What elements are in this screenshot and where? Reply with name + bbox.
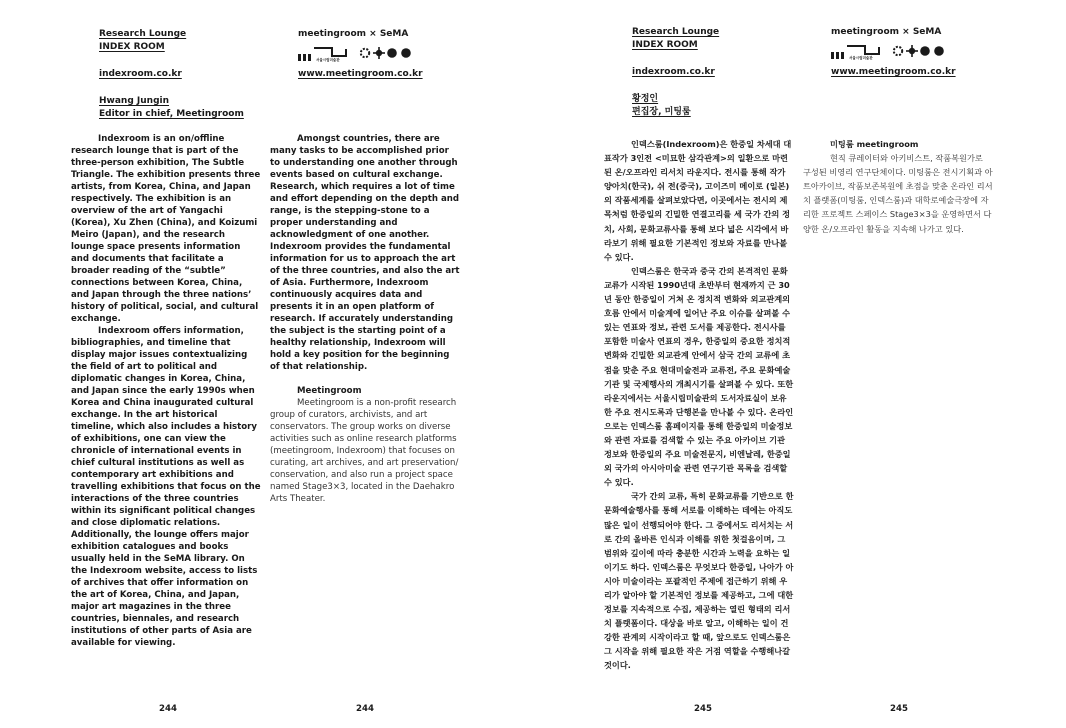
page-number: 245: [694, 704, 712, 714]
indexroom-link[interactable]: indexroom.co.kr: [99, 69, 182, 79]
meetingroom-heading: Meetingroom: [297, 386, 362, 396]
sema-logo: [298, 44, 418, 62]
index-room-label: INDEX ROOM: [99, 42, 165, 52]
partner-title: meetingroom × SeMA: [831, 27, 942, 37]
author-role: 편집장, 미팅룸: [632, 107, 691, 117]
header-col1: [99, 28, 259, 121]
svg-text:서울시립미술관: 서울시립미술관: [849, 56, 873, 60]
header-col1: [632, 26, 792, 119]
body-col2: [270, 133, 460, 505]
header-col2: [831, 26, 1011, 79]
page-number: 245: [890, 704, 908, 714]
paragraph: Indexroom offers information, bibliographies, and timeline that display major issues contextualizing the field of art to political and diplomatic changes in Korea, China, and Japan since the early 1990s when Korea and China inaugurated cultural exchange. In the art historical timeline, which also includes a history of exhibitions, one can view the chronicle of international events in chief cultural institutions as well as contemporary art exhibitions and travelling exhibitions that focus on the interactions of the three countries within its significant political changes and close diplomatic relations. Additionally, the lounge offers major exhibition catalogues and books usually held in the SeMA library. On the Indexroom website, access to lists of archives that offer information on the art of Korea, China, and Japan, major art magazines in the three countries, biennales, and research institutions of other parts of Asia are available for viewing.: [71, 326, 261, 648]
indexroom-link[interactable]: indexroom.co.kr: [632, 67, 715, 77]
paragraph: 인덱스룸(Indexroom)은 한중일 차세대 대표작가 3인전 <미묘한 삼각관계>의 일환으로 마련된 온/오프라인 리서치 라운지다. 전시를 통해 작가 양아치(한국), 쉬 전(중국), 고이즈미 메이로 (일본)의 작품세계를 살펴보았다면, 이곳에서는 전시의 제목처럼 한중일의 긴밀한 연결고리를 세 국가 간의 정치, 사회, 문화교류사를 통해 보다 넓은 시각에서 바라보기 위해 필요한 기본적인 정보와 자료를 만나볼 수 있다.: [604, 139, 792, 262]
paragraph: 국가 간의 교류, 특히 문화교류를 기반으로 한 문화예술행사를 통해 서로를 이해하는 데에는 아직도 많은 일이 선행되어야 한다. 그 중에서도 리서치는 서로 간의 올바른 인식과 이해를 위한 첫걸음이며, 그 범위와 깊이에 따라 충분한 시간과 노력을 요하는 일이기도 하다. 인덱스룸은 무엇보다 한중일, 나아가 아시아 미술이라는 포괄적인 주제에 접근하기 위해 우리가 알아야 할 기본적인 정보를 제공하고, 그에 대한 정보를 지속적으로 수집, 제공하는 열린 형태의 리서치 플랫폼이다. 대상을 바로 알고, 이해하는 일이 건강한 관계의 시작이라고 할 때, 앞으로도 인덱스룸은 그 시작을 위해 필요한 작은 거점 역할을 수행해나갈 것이다.: [604, 491, 794, 671]
lounge-label: Research Lounge: [632, 27, 720, 37]
partner-title: meetingroom × SeMA: [298, 29, 409, 39]
meetingroom-description: Meetingroom is a non-profit research group of curators, archivists, and art conservators. The group works on diverse activities such as online research platforms (meetingroom, Indexroom) that focuses on curating, art archives, and art preservation/ conservation, and also run a project space named Stage3×3, located in the Daehakro Arts Theater.: [270, 398, 459, 504]
meetingroom-link[interactable]: www.meetingroom.co.kr: [298, 69, 423, 79]
page-number: 244: [356, 704, 374, 714]
paragraph: Amongst countries, there are many tasks to be accomplished prior to understanding one another through events based on cultural exchange. Research, which requires a lot of time and effort depending on the depth and range, is the stepping-stone to a proper understanding and acknowledgment of one another. Indexroom provides the fundamental information for us to approach the art of the three countries, and also the art of Asia. Furthermore, Indexroom continuously acquires data and presents it in an open platform of research. If accurately understanding the subject is the starting point of a healthy relationship, Indexroom will hold a key position for the beginning of that relationship.: [270, 134, 460, 372]
index-room-label: INDEX ROOM: [632, 40, 698, 50]
lounge-label: Research Lounge: [99, 29, 187, 39]
right-page: [533, 0, 1066, 728]
sema-logo: [831, 42, 951, 60]
svg-text:서울시립미술관: 서울시립미술관: [316, 58, 340, 62]
body-col1: [604, 137, 794, 673]
paragraph: Indexroom is an on/offline research lounge that is part of the three-person exhibition, The Subtle Triangle. The exhibition presents three artists, from Korea, China, and Japan respectively. The exhibition is an overview of the art of Yangachi (Korea), Xu Zhen (China), and Koizumi Meiro (Japan), and the research lounge space presents information and documents that facilitate a broader reading of the “subtle” connections between Korea, China, and Japan through the three nations’ history of political, social, and cultural exchange.: [71, 134, 261, 324]
author-role: Editor in chief, Meetingroom: [99, 109, 244, 119]
body-col1: [71, 133, 261, 649]
author-name: 황정인: [632, 94, 659, 104]
page-number: 244: [159, 704, 177, 714]
header-col2: [298, 28, 478, 81]
author-name: Hwang Jungin: [99, 96, 170, 106]
meetingroom-link[interactable]: www.meetingroom.co.kr: [831, 67, 956, 77]
meetingroom-heading: 미팅룸 meetingroom: [830, 139, 919, 149]
paragraph: 인덱스룸은 한국과 중국 간의 본격적인 문화교류가 시작된 1990년대 초반부터 현재까지 근 30년 동안 한중일이 거쳐 온 정치적 변화와 외교관계의 흐름 안에서 미술계에 일어난 주요 이슈를 살펴볼 수 있는 연표와 정보, 관련 도서를 제공한다. 전시사를 포함한 미술사 연표의 경우, 한중일의 중요한 정치적 변화와 긴밀한 외교관계 안에서 삼국 간의 교류에 초점을 맞춘 주요 현대미술전과 교류전, 주요 문화예술기관 및 국제행사의 개최시기를 살펴볼 수 있다. 또한 라운지에서는 서울시립미술관의 도서자료실이 보유한 주요 전시도록과 단행본을 만나볼 수 있다. 온라인으로는 인덱스룸 홈페이지를 통해 한중일의 미술정보와 관련 자료를 검색할 수 있는 주요 아카이브 기관 정보와 한중일의 주요 미술전문지, 비엔날레, 한중일 외 국가의 아시아미술 관련 연구기관 목록을 검색할 수 있다.: [604, 265, 794, 488]
meetingroom-description: 현직 큐레이터와 아키비스트, 작품복원가로 구성된 비영리 연구단체이다. 미팅룸은 전시기획과 아트아카이브, 작품보존복원에 초점을 맞춘 온라인 리서치 플랫폼(미팅룸, 인덱스룸)과 대학로예술극장에 자리한 프로젝트 스페이스 Stage3×3을 운영하면서 다양한 온/오프라인 활동을 지속해 나가고 있다.: [803, 153, 993, 234]
body-col2: [803, 137, 993, 236]
